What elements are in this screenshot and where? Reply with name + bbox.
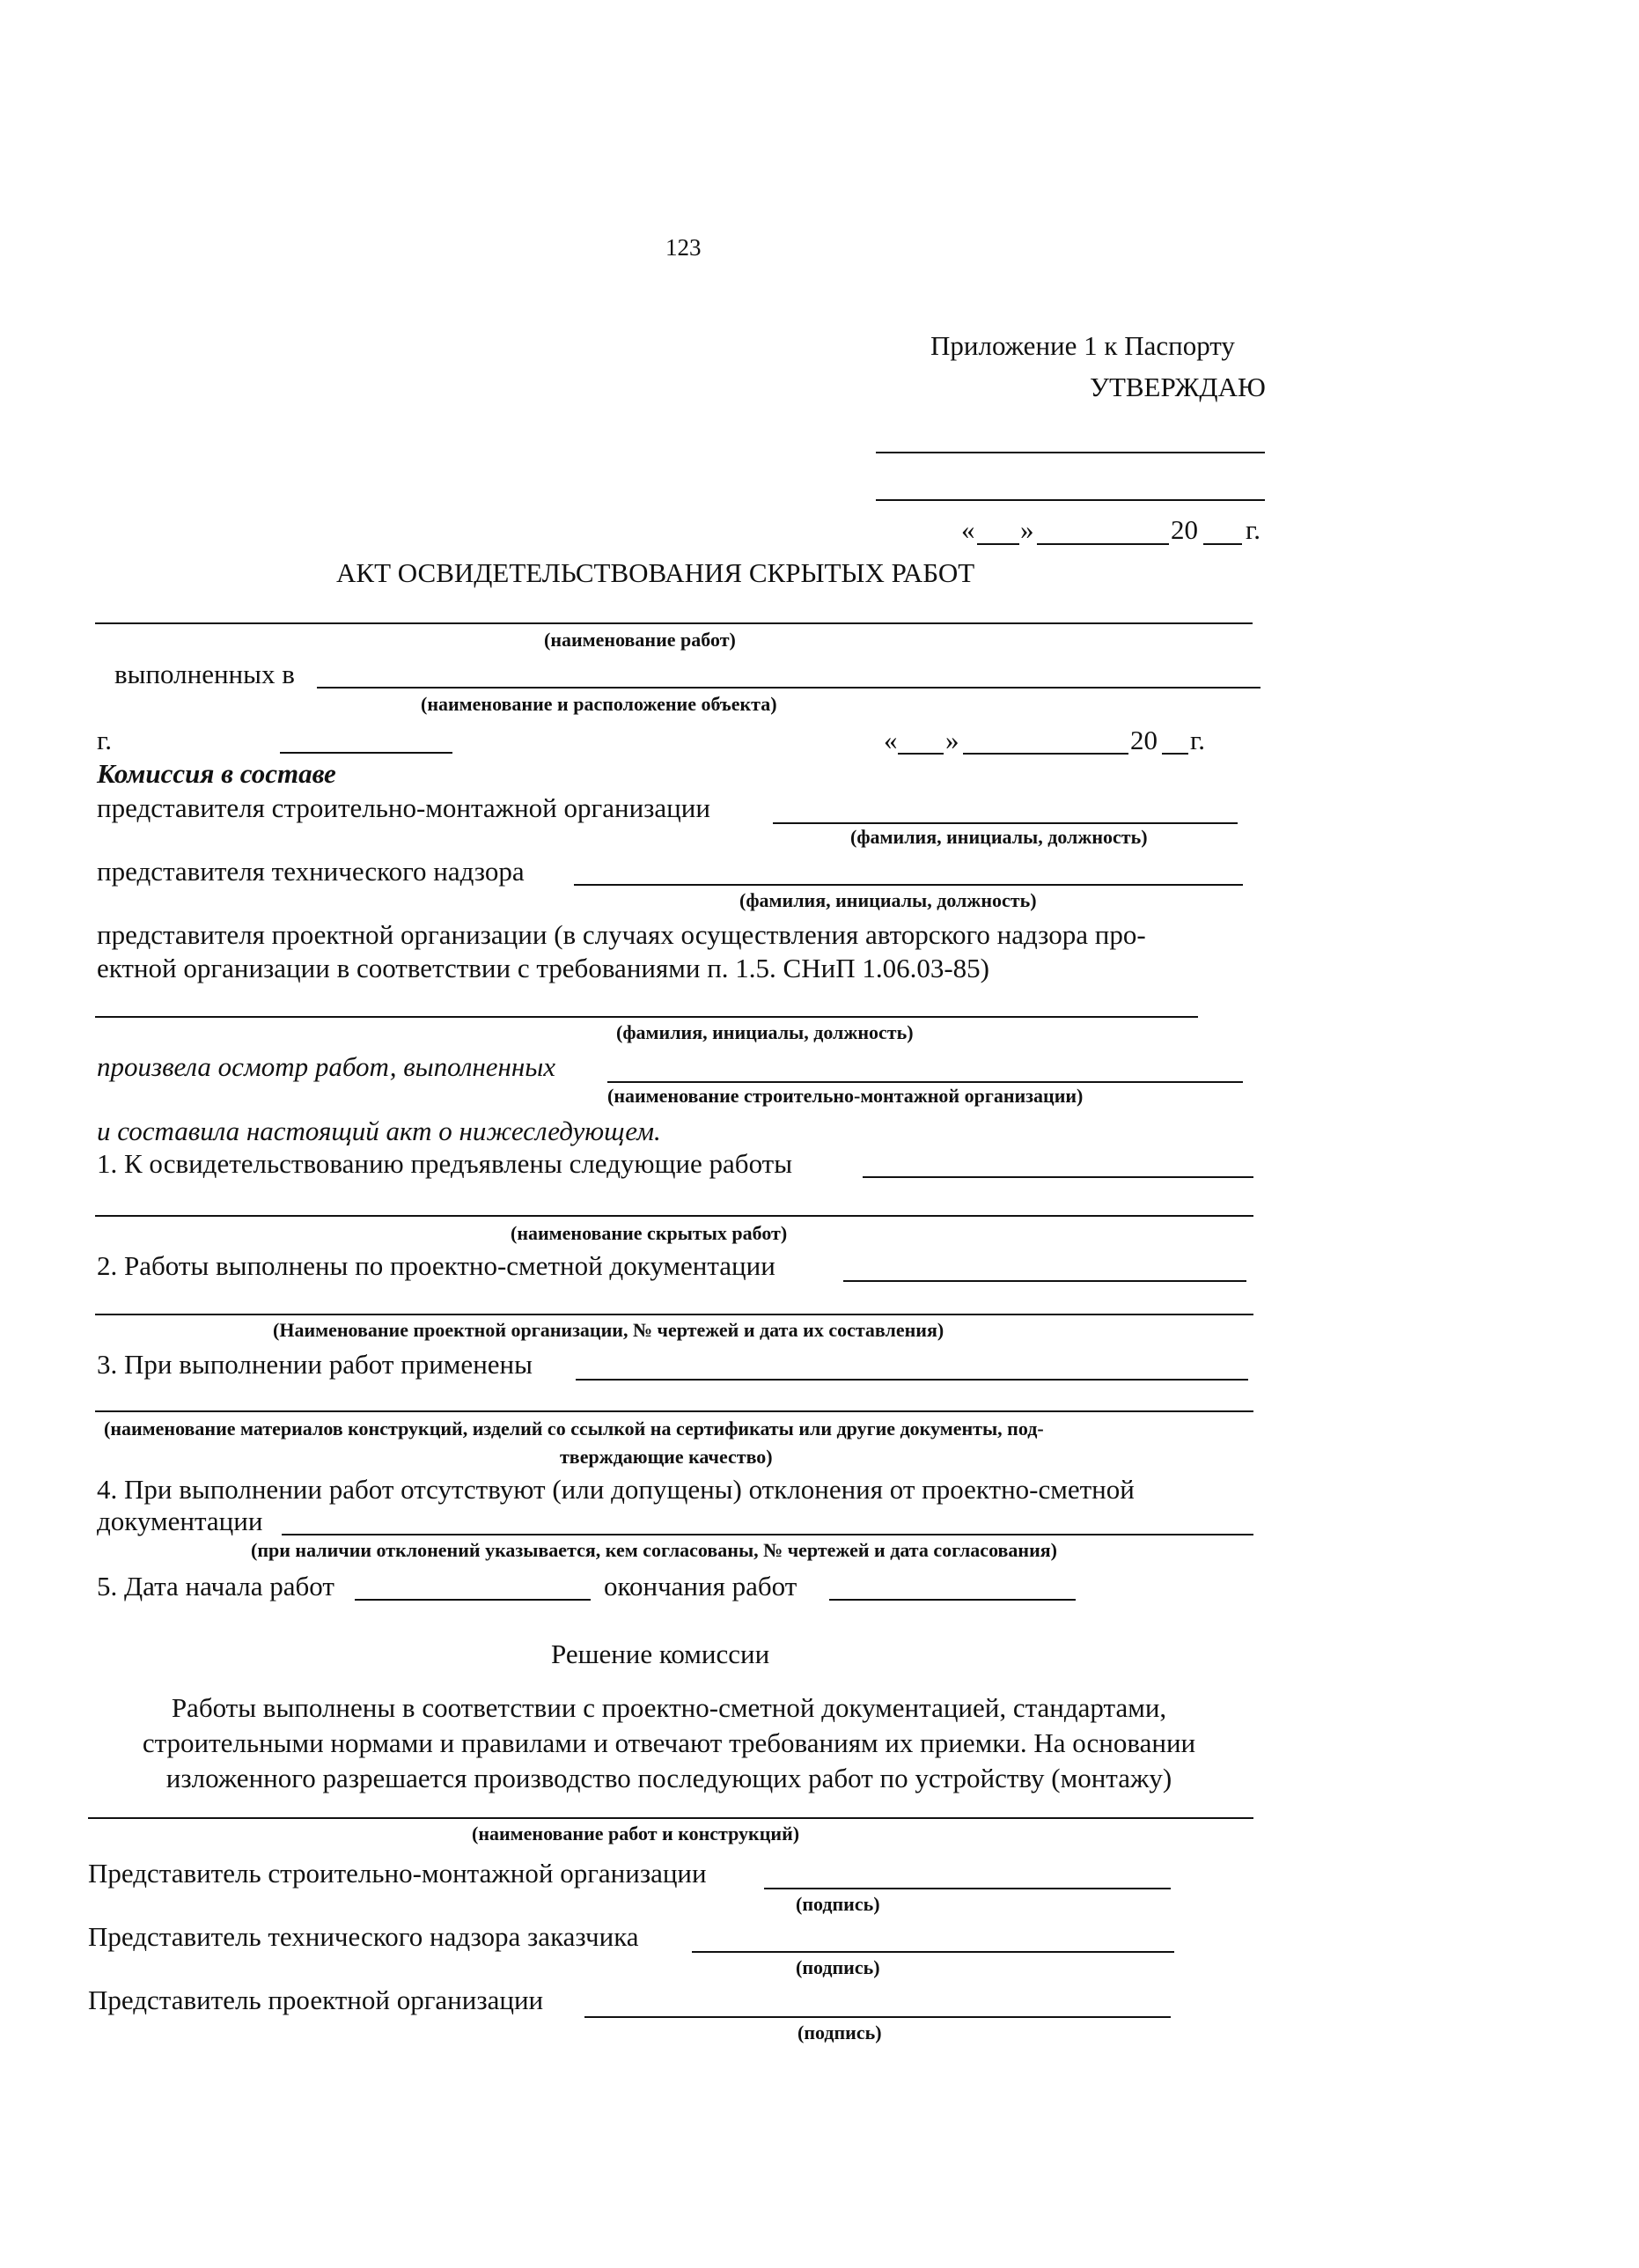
signature-project-label: Представитель проектной организации bbox=[88, 1984, 544, 2015]
rep-project-line-2: ектной организации в соответствии с требованиями п. 1.5. СНиП 1.06.03-85) bbox=[97, 953, 989, 983]
approve-year-line bbox=[1203, 543, 1242, 545]
commission-label: Комиссия в составе bbox=[97, 758, 336, 789]
fio-caption-1: (фамилия, инициалы, должность) bbox=[850, 826, 1148, 848]
project-org-caption: (Наименование проектной организации, № чертежей и дата их составления) bbox=[273, 1319, 944, 1341]
city-line bbox=[280, 752, 452, 754]
appendix-label: Приложение 1 к Паспорту bbox=[930, 330, 1235, 361]
approve-date-close-quote: » bbox=[1020, 514, 1034, 545]
item-1-line-a bbox=[863, 1176, 1253, 1178]
rep-smo-label: представителя строительно-монтажной организации bbox=[97, 792, 710, 823]
rep-tech-line bbox=[574, 884, 1243, 886]
inspected-label: произвела осмотр работ, выполненных bbox=[97, 1051, 556, 1082]
rep-project-line-1: представителя проектной организации (в случаях осуществления авторского надзора про- bbox=[97, 919, 1146, 950]
signature-caption-3: (подпись) bbox=[797, 2021, 882, 2043]
fio-caption-2: (фамилия, инициалы, должность) bbox=[739, 889, 1037, 911]
act-month-line bbox=[963, 753, 1128, 755]
approver-line-2 bbox=[876, 499, 1265, 501]
item-4-label-line-2: документации bbox=[97, 1506, 263, 1536]
item-2-line-a bbox=[843, 1280, 1246, 1282]
rep-smo-line bbox=[773, 822, 1238, 824]
signature-caption-1: (подпись) bbox=[796, 1893, 880, 1915]
approve-label: УТВЕРЖДАЮ bbox=[1090, 372, 1266, 402]
deviations-caption: (при наличии отклонений указывается, кем согласованы, № чертежей и дата согласования) bbox=[251, 1539, 1057, 1561]
item-5-end-line bbox=[829, 1599, 1076, 1601]
approve-date-year: 20 bbox=[1171, 514, 1198, 545]
works-name-caption: (наименование работ) bbox=[544, 629, 736, 651]
item-1-line-b bbox=[95, 1215, 1253, 1217]
act-date-open-quote: « bbox=[884, 725, 898, 755]
rep-tech-label: представителя технического надзора bbox=[97, 856, 525, 887]
materials-caption-line-2: тверждающие качество) bbox=[560, 1446, 773, 1468]
item-5-end-label: окончания работ bbox=[604, 1571, 797, 1602]
signature-smo-label: Представитель строительно-монтажной организации bbox=[88, 1858, 707, 1889]
item-2-label: 2. Работы выполнены по проектно-сметной документации bbox=[97, 1250, 775, 1281]
signature-tech-label: Представитель технического надзора заказчика bbox=[88, 1921, 639, 1952]
decision-line-1: Работы выполнены в соответствии с проектно-сметной документацией, стандартами, bbox=[171, 1692, 1167, 1723]
works-constructions-caption: (наименование работ и конструкций) bbox=[472, 1822, 800, 1845]
approve-month-line bbox=[1037, 543, 1169, 545]
hidden-works-caption: (наименование скрытых работ) bbox=[511, 1222, 788, 1244]
act-day-line bbox=[898, 753, 944, 755]
decision-heading: Решение комиссии bbox=[551, 1638, 770, 1669]
signature-project-line bbox=[584, 2016, 1171, 2018]
item-1-label: 1. К освидетельствованию предъявлены следующие работы bbox=[97, 1148, 793, 1179]
act-date-close-quote: » bbox=[945, 725, 959, 755]
approve-date-open-quote: « bbox=[961, 514, 975, 545]
item-3-line-b bbox=[95, 1410, 1253, 1412]
decision-line-3: изложенного разрешается производство последующих работ по устройству (монтажу) bbox=[165, 1763, 1172, 1793]
fio-caption-3: (фамилия, инициалы, должность) bbox=[616, 1021, 914, 1043]
item-4-line bbox=[282, 1534, 1253, 1535]
signature-smo-line bbox=[764, 1888, 1171, 1889]
decision-line-2: строительными нормами и правилами и отвечают требованиям их приемки. На основании bbox=[142, 1727, 1196, 1758]
object-line bbox=[317, 687, 1260, 688]
approve-day-line bbox=[977, 543, 1019, 545]
signature-caption-2: (подпись) bbox=[796, 1956, 880, 1978]
performed-in-label: выполненных в bbox=[114, 659, 295, 689]
city-label: г. bbox=[97, 725, 112, 755]
rep-project-line bbox=[95, 1016, 1198, 1018]
signature-tech-line bbox=[692, 1951, 1174, 1953]
item-3-line-a bbox=[576, 1379, 1248, 1381]
act-date-year: 20 bbox=[1130, 725, 1158, 755]
item-3-label: 3. При выполнении работ применены bbox=[97, 1349, 533, 1380]
compiled-label: и составила настоящий акт о нижеследующем. bbox=[97, 1116, 661, 1146]
object-caption: (наименование и расположение объекта) bbox=[421, 693, 777, 715]
works-constructions-line bbox=[88, 1817, 1253, 1819]
org-name-caption: (наименование строительно-монтажной организации) bbox=[607, 1085, 1084, 1107]
item-2-line-b bbox=[95, 1314, 1253, 1315]
approve-date-suffix: г. bbox=[1246, 514, 1260, 545]
act-year-line bbox=[1162, 753, 1188, 755]
materials-caption-line-1: (наименование материалов конструкций, изделий со ссылкой на сертификаты или другие документы, под- bbox=[104, 1418, 1044, 1440]
inspected-line bbox=[607, 1081, 1243, 1083]
document-title: АКТ ОСВИДЕТЕЛЬСТВОВАНИЯ СКРЫТЫХ РАБОТ bbox=[336, 557, 975, 588]
item-4-label-line-1: 4. При выполнении работ отсутствуют (или допущены) отклонения от проектно-сметной bbox=[97, 1474, 1135, 1505]
works-name-line bbox=[95, 622, 1253, 624]
decision-text bbox=[88, 1690, 1250, 1796]
act-date-suffix: г. bbox=[1190, 725, 1205, 755]
item-5-start-label: 5. Дата начала работ bbox=[97, 1571, 334, 1602]
item-5-start-line bbox=[355, 1599, 591, 1601]
approver-line-1 bbox=[876, 452, 1265, 453]
page-number: 123 bbox=[665, 234, 702, 261]
